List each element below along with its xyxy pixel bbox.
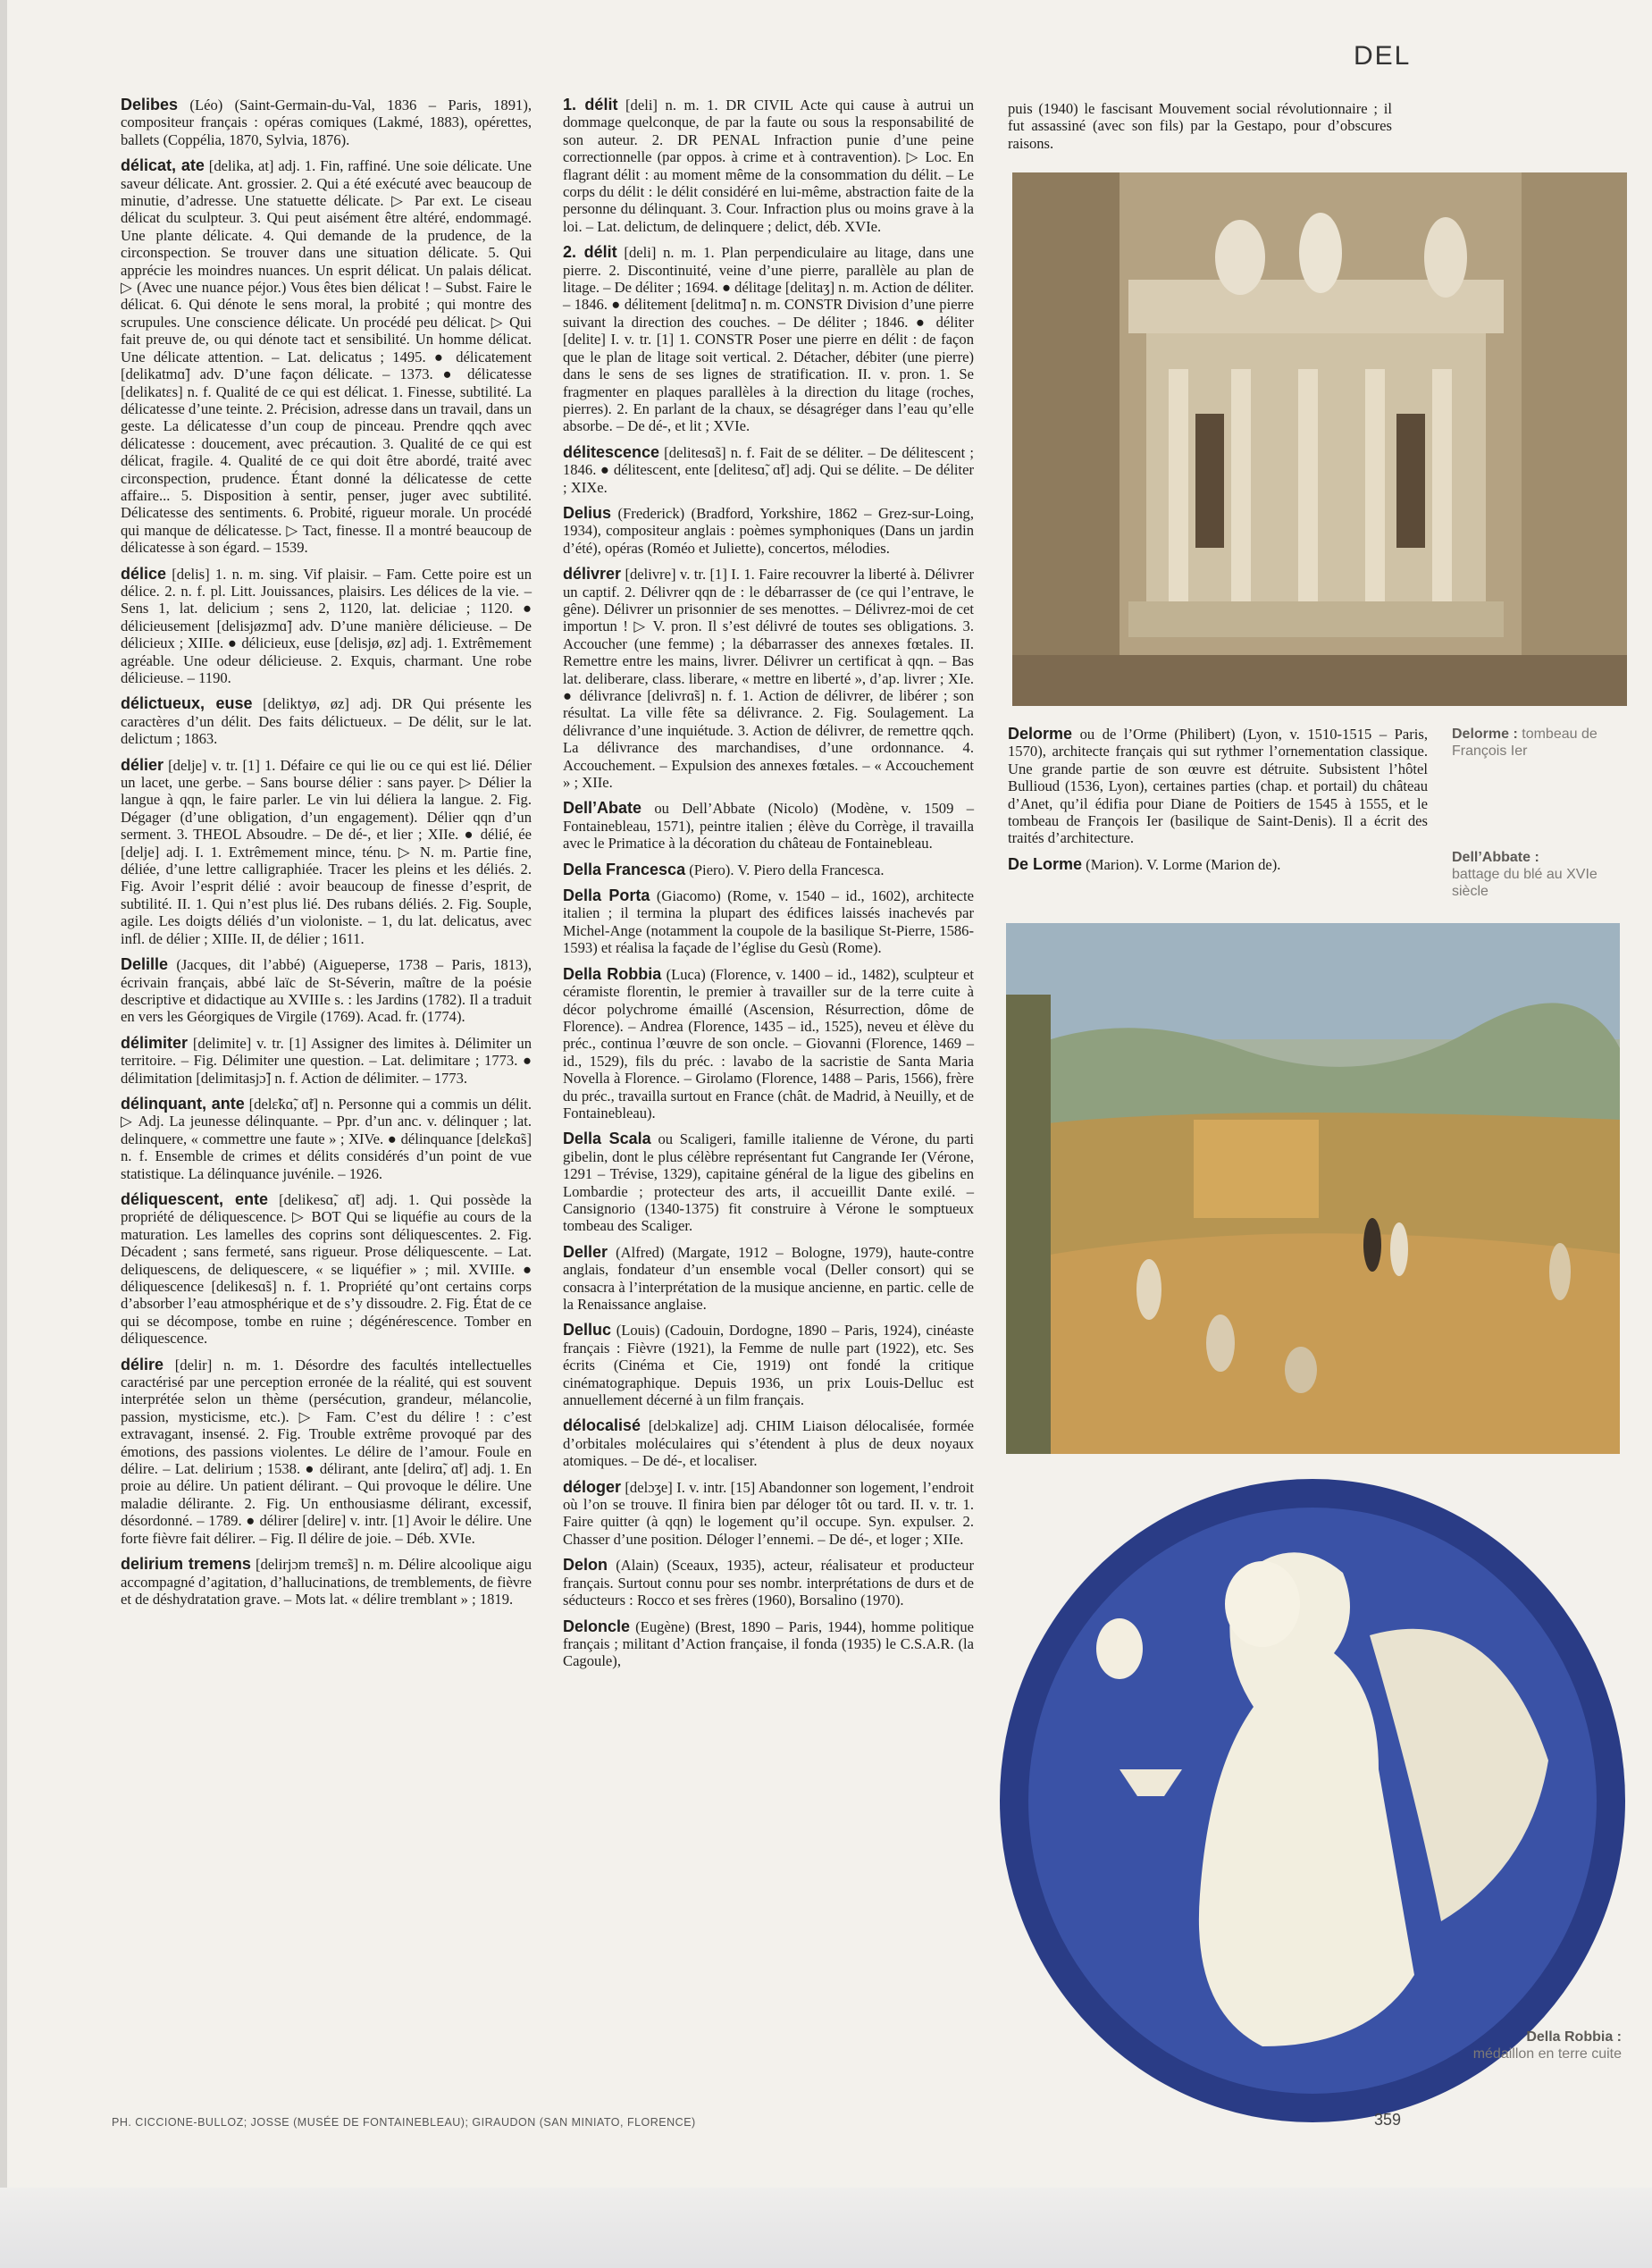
caption-dellabbate <box>1452 849 1631 900</box>
entry <box>121 566 532 687</box>
entry <box>563 1322 974 1408</box>
entry <box>563 861 974 878</box>
headword: délice <box>121 564 167 583</box>
entry <box>121 757 532 947</box>
threshing-painting <box>1006 923 1620 1454</box>
headword: Della Scala <box>563 1130 651 1148</box>
definition: (Eugène) (Brest, 1890 – Paris, 1944), homme politique français ; militant d’Action française, il fonda (1935) le C.S.A.R. (la Cagoule), <box>563 1617 974 1670</box>
definition: (Marion). V. Lorme (Marion de). <box>1082 855 1281 873</box>
definition: ou Dell’Abbate (Nicolo) (Modène, v. 1509 – Fontainebleau, 1571), peintre italien ; élève du Corrège, il travailla avec le Primatice à la décoration du château de Fontainebleau. <box>563 800 974 853</box>
headword: délocalisé <box>563 1416 642 1435</box>
headword: 1. délit <box>563 96 618 113</box>
definition: (Louis) (Cadouin, Dordogne, 1890 – Paris, 1924), cinéaste français : Fièvre (1921), la Femme de nulle part (1922), etc. Ses écrits (Cinéma et Cie, 1919) ont fondé la critique cinématographique. Depuis 1936, un prix Louis-Delluc est annuellement décerné à un film français. <box>563 1322 974 1409</box>
entry <box>563 887 974 957</box>
headword: déloger <box>563 1477 622 1496</box>
entry <box>563 1244 974 1314</box>
definition: (Jacques, dit l’abbé) (Aigueperse, 1738 – Paris, 1813), écrivain français, abbé laïc de St-Séverin, maître de la poésie descriptive et didactique au XVIIIe s. : les Jardins (1782). Il a traduit en vers les Géorgiques de Virgile (1769). Acad. fr. (1774). <box>121 956 532 1026</box>
entry <box>121 695 532 747</box>
headword: délimiter <box>121 1033 189 1052</box>
entry <box>1008 856 1428 873</box>
caption-title: Dell’Abbate : <box>1452 850 1539 865</box>
definition: (Frederick) (Bradford, Yorkshire, 1862 – Grez-sur-Loing, 1934), compositeur anglais : poèmes symphoniques (Dans un jardin d’été), opéras (Roméo et Juliette), concertos, mélodies. <box>563 504 974 557</box>
headword: Della Francesca <box>563 860 686 878</box>
caption-text: tombeau de François Ier <box>1452 727 1597 759</box>
headword: délivrer <box>563 565 622 584</box>
entry <box>121 1191 532 1348</box>
headword: délicat, ate <box>121 156 205 175</box>
entry <box>563 244 974 434</box>
photo-credits: PH. CICCIONE-BULLOZ; JOSSE (MUSÉE DE FONTAINEBLEAU); GIRAUDON (SAN MINIATO, FLORENCE) <box>112 2116 696 2129</box>
definition: [delitesɑ̃s] n. f. Fait de se déliter. – De délitescent ; 1846. ● délitescent, ente [delitesɑ̃, ɑ̃t] adj. Qui se délite. – De déliter ; XIXe. <box>563 443 974 496</box>
definition: [delirjɔm tremɛ̃s] n. m. Délire alcoolique aigu accompagné d’agitation, d’hallucinations, de tremblements, de fièvre et de déshydratation grave. – Mots lat. « délire tremblant » ; 1819. <box>121 1556 532 1608</box>
headword: Deller <box>563 1242 608 1261</box>
definition: [delje] v. tr. [1] 1. Défaire ce qui lie ou ce qui est lié. Délier un lacet, une gerbe. – Sans bourse délier : sans payer. ▷ Délier la langue à qqn, le faire parler. Le vin lui déliera la langue. 2. Fig. Dégager (d’une obligation, d’un engagement). Délier qqn d’un serment. 3. THEOL Absoudre. – De dé-, et lier ; XIIe. ● délié, ée [delje] adj. I. 1. Extrêmement mince, ténu. ▷ N. m. Partie fine, déliée, d’une lettre calligraphiée. Tracer les pleins et les déliés. 2. Fig. Avoir l’esprit délié : avoir beaucoup de finesse d’esprit, de subtilité. II. 1. Qui n’est plus lié. Des rubans déliés. 2. Fig. Souple, agile. Les doigts déliés d’un violoniste. – 1, du lat. delicatus, avec infl. de délier ; XIIIe. II, de délier ; 1611. <box>121 756 532 947</box>
entry <box>563 800 974 852</box>
entry <box>563 505 974 557</box>
headword: Dell’Abate <box>563 799 642 818</box>
headword: Delibes <box>121 96 179 113</box>
entry <box>563 966 974 1122</box>
entry <box>563 444 974 496</box>
headword: déliquescent, ente <box>121 1189 268 1208</box>
delorme-tomb-photo <box>1012 172 1627 706</box>
headword: Delluc <box>563 1321 612 1340</box>
definition: [deli] n. m. 1. DR CIVIL Acte qui cause à autrui un dommage quelconque, de par la faute ou sous la responsabilité de son auteur. 2. DR PENAL Infraction punie d’une peine correctionnelle (par oppos. à crime et à contravention). ▷ Loc. En flagrant délit : au moment même de la consommation du délit. – Le corps du délit : le délit considéré en lui-même, abstraction faite de la personne du délinquant. 3. Cour. Infraction plus ou moins grave à la loi. – Lat. delictum, de delinquere ; delict, déb. XVIe. <box>563 97 975 235</box>
definition: [delikesɑ̃, ɑ̃t] adj. 1. Qui possède la propriété de déliquescence. ▷ BOT Qui se liquéfie au cours de la maturation. Les lamelles des coprins sont déliquescentes. 2. Fig. Décadent ; sans fermeté, sans rigueur. Prose déliquescente. – Lat. deliquescens, de deliquescere, « se liquéfier » ; mil. XVIIIe. ● déliquescence [delikesɑ̃s] n. f. 1. Propriété qu’ont certains corps d’absorber l’eau atmosphérique et de s’y dissoudre. 2. Fig. État de ce qui se décompose, tombe en ruine ; dégénérescence. Tomber en déliquescence. <box>121 1190 532 1348</box>
headword: De Lorme <box>1008 854 1083 873</box>
headword: Delorme <box>1008 725 1073 743</box>
text-column-1 <box>121 97 532 1617</box>
definition: [delɔkalize] adj. CHIM Liaison délocalisée, formée d’orbitales moléculaires qui s’étendent à plus de deux noyaux atomiques. – De dé-, et localiser. <box>563 1417 974 1470</box>
painting-illustration <box>1006 923 1620 1454</box>
headword: Della Robbia <box>563 964 662 983</box>
headword: Della Porta <box>563 886 650 905</box>
definition: [delivre] v. tr. [1] I. 1. Faire recouvrer la liberté à. Délivrer un captif. 2. Délivrer qqn de : le débarrasser de (ce qui l’entrave, le gêne). Délivrer un prisonnier de ses menottes. – Délivrez-moi de cet importun ! ▷ V. pron. Il s’est délivré de toutes ses obligations. 3. Accoucher (une femme) ; la débarrasser des annexes fœtales. II. Remettre entre les mains, livrer. Délivrer un certificat à qqn. – Bas lat. deliberare, class. liberare, « mettre en liberté », d’ap. livrer ; XIe. ● délivrance [delivrɑ̃s] n. f. 1. Action de délivrer, de libérer ; son résultat. La ville fête sa délivrance. 2. Fig. Soulagement. La délivrance d’une inquiétude. 3. Action de délivrer, de remettre qqch. La délivrance des marchandises, d’une ordonnance. 4. Accouchement. – Expulsion des annexes fœtales. – « Accouchement » ; XIIe. <box>563 566 974 792</box>
definition: [delir] n. m. 1. Désordre des facultés intellectuelles caractérisé par une perception erronée de la réalité, qui est souvent interprétée selon un thème (persécution, grandeur, mélancolie, passion, mysticisme, etc.). ▷ Fam. C’est du délire ! : c’est extravagant, insensé. 2. Fig. Trouble extrême provoqué par des émotions, des passions violentes. Le délire de l’amour. Foule en délire. – Lat. delirium ; 1538. ● délirant, ante [delirɑ̃, ɑ̃t] adj. 1. En proie au délire. Un patient délirant. – Qui provoque le délire. Une maladie délirante. 2. Fig. Un enthousiasme délirant, excessif, désordonné. – 1789. ● délirer [delire] v. intr. [1] Avoir le délire. Une forte fièvre fait délirer. – Fig. Il délire de joie. – Déb. XVIe. <box>121 1356 532 1547</box>
running-head: DEL <box>1354 41 1412 71</box>
headword: Delille <box>121 955 169 974</box>
entry <box>563 1618 974 1670</box>
entry <box>121 1556 532 1608</box>
definition: (Alain) (Sceaux, 1935), acteur, réalisateur et producteur français. Surtout connu pour ses nombr. interprétations de durs et de séducteurs : Rocco et ses frères (1960), Borsalino (1970). <box>563 1557 974 1609</box>
definition: (Giacomo) (Rome, v. 1540 – id., 1602), architecte italien ; il termina la plupart des édifices laissés inachevés par Michel-Ange (notamment la coupole de la basilique St-Pierre, 1586-1593) et réalisa la façade de l’église du Gesù (Rome). <box>563 887 974 957</box>
entry <box>1008 726 1428 847</box>
text-column-3-entries <box>1008 726 1428 882</box>
definition: (Piero). V. Piero della Francesca. <box>685 861 885 878</box>
definition: (Luca) (Florence, v. 1400 – id., 1482), sculpteur et céramiste florentin, le premier à travailler sur de la terre cuite à décor polychrome émaillé (Ascension, Résurrection, dôme de Florence). – Andrea (Florence, 1435 – id., 1525), neveu et élève du préc., continua l’œuvre de son oncle. – Giovanni (Florence, 1469 – id., 1529), fils du préc. : lavabo de la sacristie de Santa Maria Novella à Florence. – Girolamo (Florence, 1488 – Paris, 1566), frère du préc., travailla surtout en France (chât. de Madrid, à Neuilly, et de Fontainebleau). <box>563 965 974 1121</box>
entry <box>563 1417 974 1469</box>
definition: (Léo) (Saint-Germain-du-Val, 1836 – Paris, 1891), compositeur français : opéras comiques (Lakmé, 1883), opérettes, ballets (Coppélia, 1870, Sylvia, 1876). <box>121 97 532 148</box>
definition: ou Scaligeri, famille italienne de Vérone, du parti gibelin, dont le plus célèbre représentant fut Cangrande Ier (Vérone, 1291 – Trévise, 1329), capitaine général de la ligue des gibelins en Lombardie ; protecteur des arts, il accueillit Dante exilé. – Cansignorio (1340-1375) fit construire à Vérone le somptueux tombeau des Scaliger. <box>563 1130 974 1235</box>
text-column-3 <box>1008 100 1392 161</box>
entry <box>563 97 974 235</box>
caption-title: Delorme : <box>1452 727 1518 742</box>
page-number: 359 <box>1374 2111 1402 2129</box>
headword: Deloncle <box>563 1617 631 1635</box>
definition: [delika, at] adj. 1. Fin, raffiné. Une soie délicate. Une saveur délicate. Ant. grossier. 2. Qui a été exécuté avec beaucoup de minutie, d’adresse. Une statuette délicate. ▷ Par ext. Le ciseau délicat du sculpteur. 3. Qui peut aisément être altéré, endommagé. Une plante délicate. 4. Qui demande de la prudence, de la circonspection. Se trouver dans une situation délicate. 5. Qui apprécie les moindres nuances. Un esprit délicat. Un palais délicat. ▷ (Avec une nuance péjor.) Vous êtes bien délicat ! – Subst. Faire le délicat. 6. Qui dénote le sens moral, la probité ; qui montre des scrupules. Une conscience délicate. Un procédé peu délicat. ▷ Qui fait preuve de, ou qui dénote tact et sensibilité. Un homme délicat. Une délicate attention. – Lat. delicatus ; 1495. ● délicatement [delikatmɑ̃] adv. D’une façon délicate. – 1373. ● délicatesse [delikatɛs] n. f. Qualité de ce qui est délicat. 1. Finesse, subtilité. La délicatesse d’une teinte. 2. Précision, adresse dans un travail, dans un geste. La délicatesse d’un coup de pinceau. Prendre qqch avec délicatesse : doucement, avec précaution. 3. Qualité de ce qui est délicat, fragile. 4. Qualité de ce qui doit être abordé, traité avec circonspection, prudence. Étant donné la délicatesse de cette affaire... 5. Disposition à sentir, penser, juger avec subtilité. Délicatesse des sentiments. 6. Probité, rigueur morale. Un procédé qui manque de délicatesse. ▷ Tact, finesse. Il a montré beaucoup de délicatesse à son égard. – 1539. <box>121 157 532 557</box>
definition: ou de l’Orme (Philibert) (Lyon, v. 1510-1515 – Paris, 1570), architecte français qui sut rythmer l’ornementation classique. Une grande partie de son œuvre est détruite. Subsistent l’hôtel Bullioud (1536, Lyon), certaines parties (chap. et portail) du château d’Anet, qu’il édifia pour Diane de Poitiers de 1545 à 1555, et le tombeau de François Ier (basilique de Saint-Denis). Il a écrit des traités d’architecture. <box>1008 726 1428 847</box>
entry <box>121 157 532 556</box>
headword: délitescence <box>563 442 660 461</box>
entry <box>563 1479 974 1549</box>
headword: délire <box>121 1355 164 1373</box>
definition: [deli] n. m. 1. Plan perpendiculaire au litage, dans une pierre. 2. Discontinuité, veine d’une pierre, parallèle au plan de litage. – De déliter ; 1694. ● délitage [delitaʒ] n. m. Action de déliter. – 1846. ● délitement [delitmɑ̃] n. m. CONSTR Division d’une pierre suivant la direction des couches. – De déliter ; 1846. ● déliter [delite] I. v. tr. [1] 1. CONSTR Poser une pierre en délit : de façon que le plan de litage soit vertical. 2. Détacher, débiter (une pierre) dans le sens de ses lignes de stratification. II. v. pron. 1. Se fragmenter en plaques parallèles à la direction du litage (roches, pierres). 2. En parlant de la chaux, se désagréger dans l’eau qu’elle absorbe. – De dé-, et lit ; XVIe. <box>563 244 974 435</box>
headword: délinquant, ante <box>121 1094 245 1113</box>
entry <box>563 1557 974 1609</box>
caption-text: médaillon en terre cuite <box>1472 2046 1622 2062</box>
definition: [delimite] v. tr. [1] Assigner des limites à. Délimiter un territoire. – Fig. Délimiter une question. – Lat. delimitare ; 1773. ● délimitation [delimitasjɔ̃] n. f. Action de délimiter. – 1773. <box>121 1034 532 1087</box>
caption-title: Della Robbia : <box>1526 2029 1622 2045</box>
caption-della-robbia <box>1465 2029 1622 2062</box>
definition: (Alfred) (Margate, 1912 – Bologne, 1979), haute-contre anglais, fondateur d’un ensemble vocal (Deller consort) qui se consacra à l’interprétation de la musique ancienne, en partic. celle de la Renaissance anglaise. <box>563 1243 974 1313</box>
definition: [deliktyø, øz] adj. DR Qui présente les caractères d’un délit. Des faits délictueux. – De délit, sur le lat. delictum ; 1863. <box>121 695 532 748</box>
definition: [delɛ̃kɑ̃, ɑ̃t] n. Personne qui a commis un délit. ▷ Adj. La jeunesse délinquante. – Ppr. d’un anc. v. délinquer ; lat. delinquere, « commettre une faute » ; XIVe. ● délinquance [delɛ̃kɑ̃s] n. f. Ensemble de crimes et délits considérés d’un point de vue statistique. La délinquance juvénile. – 1926. <box>121 1095 532 1182</box>
entry-continuation: puis (1940) le fascisant Mouvement social révolutionnaire ; il fut assassiné (avec son fils) par la Gestapo, pour d’obscures raisons. <box>1008 100 1392 152</box>
entry <box>121 1096 532 1182</box>
entry <box>121 1035 532 1087</box>
headword: 2. délit <box>563 243 617 262</box>
text-column-2 <box>563 97 974 1679</box>
headword: délier <box>121 755 164 774</box>
definition: [delis] 1. n. m. sing. Vif plaisir. – Fam. Cette poire est un délice. 2. n. f. pl. Litt. Jouissances, plaisirs. Les délices de la vie. – Sens 1, lat. delicium ; sens 2, 1120, lat. deliciae ; 1120. ● délicieusement [delisjøzmɑ̃] adv. D’une manière délicieuse. – De délicieux ; XIIIe. ● délicieux, euse [delisjø, øz] adj. 1. Extrêmement agréable. Une odeur délicieuse. 2. Exquis, charmant. Une robe délicieuse. – 1190. <box>121 565 532 686</box>
headword: Delius <box>563 503 612 522</box>
headword: Delon <box>563 1556 608 1575</box>
entry <box>563 566 974 791</box>
entry <box>121 956 532 1026</box>
headword: delirium tremens <box>121 1555 251 1574</box>
entry <box>121 1357 532 1547</box>
entry <box>563 1130 974 1234</box>
entry <box>121 97 532 148</box>
definition: [delɔʒe] I. v. intr. [15] Abandonner son logement, l’endroit où l’on se trouve. Il finira bien par déloger tôt ou tard. II. v. tr. 1. Faire quitter (à qqn) le logement qu’il occupe. Syn. expulser. 2. Chasser d’une position. Déloger l’ennemi. – De dé-, et loger ; XIIe. <box>563 1478 974 1548</box>
tomb-illustration <box>1012 172 1627 706</box>
caption-delorme <box>1452 726 1631 760</box>
headword: délictueux, euse <box>121 694 253 713</box>
caption-text: battage du blé au XVIe siècle <box>1452 867 1597 899</box>
